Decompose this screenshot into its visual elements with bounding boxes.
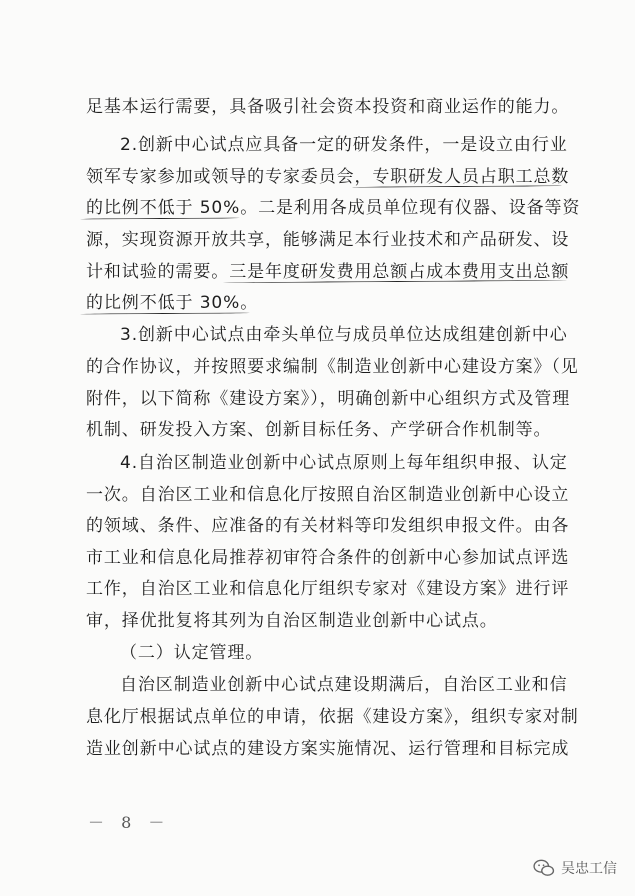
text-line: 源，实现资源开放共享，能够满足本行业技术和产品研发、设	[86, 230, 570, 250]
text-line: 造业创新中心试点的建设方案实施情况、运行管理和目标完成	[86, 739, 570, 759]
wechat-icon	[533, 859, 555, 877]
text-line: 一次。自治区工业和信息化厅按照自治区制造业创新中心设立	[86, 485, 570, 505]
text-line: 机制、研发投入方案、创新目标任务、产学研合作机制等。	[86, 420, 552, 440]
text-line: 2.创新中心试点应具备一定的研发条件，一是设立由行业	[120, 135, 568, 155]
text-line: 的比例不低于 30%。	[86, 293, 259, 313]
watermark	[533, 858, 617, 878]
text-line: 的领域、条件、应准备的有关材料等印发组织申报文件。由各	[86, 516, 570, 536]
text-line: 4.自治区制造业创新中心试点原则上每年组织申报、认定	[120, 453, 568, 473]
text-line: 附件，以下简称《建设方案》），明确创新中心组织方式及管理	[86, 389, 571, 409]
section-heading: （二）认定管理。	[120, 643, 264, 663]
text-line: 审，择优批复将其列为自治区制造业创新中心试点。	[86, 611, 498, 631]
text-line: 领军专家参加或领导的专家委员会，专职研发人员占职工总数	[86, 167, 570, 187]
page-number: － 8 －	[88, 813, 171, 832]
text-line: 市工业和信息化局推荐初审符合条件的创新中心参加试点评选	[86, 548, 570, 568]
text-line: 的比例不低于 50%。二是利用各成员单位现有仪器、设备等资	[86, 198, 581, 218]
text-line: 息化厅根据试点单位的申请，依据《建设方案》，组织专家对制	[86, 707, 579, 727]
text-line: 3.创新中心试点由牵头单位与成员单位达成组建创新中心	[120, 325, 568, 345]
text-line: 的合作协议，并按照要求编制《制造业创新中心建设方案》（见	[86, 357, 579, 377]
text-line: 工作，自治区工业和信息化厅组织专家对《建设方案》进行评	[86, 579, 570, 599]
watermark-text: 吴忠工信	[561, 861, 617, 877]
text-line: 足基本运行需要，具备吸引社会资本投资和商业运作的能力。	[86, 97, 570, 117]
text-line: 自治区制造业创新中心试点建设期满后，自治区工业和信	[120, 675, 568, 695]
text-line: 计和试验的需要。三是年度研发费用总额占成本费用支出总额	[86, 262, 570, 282]
